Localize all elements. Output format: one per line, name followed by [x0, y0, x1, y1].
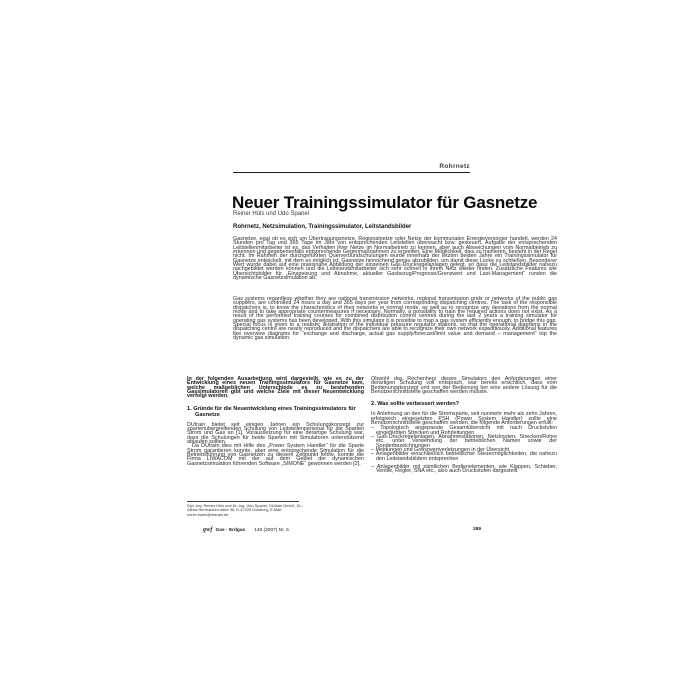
section-1-paragraph-1: DUtrain bietet seit einigen Jahren ein Schulungskonzept zur spartenübergreifenden Schulung von Leitstellenpersonal für die Sparten Strom und Gas an [1]. Voraussetzung für eine derartige Schulung war, dass die Schulungen für beide Sparten mit Simulatoren unterstützend ablaufen sollten. [187, 421, 364, 445]
section-1-paragraph-3: Obwohl das Rechenherz dieses Simulators den Anforderungen einer derartigen Schulung voll entsprach, war bereits ersichtlich, dass vom Bedienungskonzept und von der Bedienung her eine andere Lösung für die Benutzerschnittstelle geschaffen werden musste. [371, 376, 557, 396]
journal-issue: 148 (2007) Nr. 5 [254, 528, 289, 533]
journal-logo: gwf [203, 527, 213, 533]
abstract-english: Gas systems regardless whether they are national transmission networks, regional transmission grids or networks of the public gas suppliers, are controlled 24 hours a day and 365 days per year from corresponding dispatching centres. The task of the responsible dispatchers is, to know the characteristics of their networks in normal mode, as well as to recognize any deviations from the normal mode and to take appropriate countermeasures if necessary. Normally, a possibility to train the required actions does not exist. As a result of the performed training courses for combined distribution control centres during the last 2 years a training simulator for operating gas systems has been developed. With this simulator it is possible to map a gas system efficiently enough, to bridge this gap. Special focus is given to a realistic illustration of the individual pressure regulator stations, so that the operational diagrams in the dispatching centre are nearly reproduced and the dispatchers are able to recognize their own network expeditiously. Additional features like overview diagrams for “exchange and discharge, actual gas supply/forecast/limit value and demand – management” top the dynamic gas simulation. [233, 296, 557, 342]
footnote-rule [187, 501, 299, 502]
author-footnote: Dipl.-Ing. Reiner Hüls und Dr.-Ing. Udo Spanel, DUtrain GmbH, Dr.-Alfred-Herrhausen-Allee 36, D-47228 Duisburg, E-Mail: reiner.huels@dutrain.de [187, 503, 303, 517]
list-item: – Gas-Druckregelanlagen, Abnahmestationen, Netzknoten, Strecken/Rohre etc. unter Verwendung der betrieblichen Namen sowie der Sonderbezeichnungen [371, 434, 557, 449]
article-keywords: Rohrnetz, Netzsimulation, Trainingssimulator, Leitstandsbilder [233, 224, 412, 230]
column-right [371, 377, 557, 474]
list-item: – Anlagenbilder mit sämtlichen Bedienelementen, wie Klappen, Schieber, Ventile, Regler, SNA etc., also auch Druckstufen dargestellt [371, 464, 557, 475]
article-authors: Reiner Hüls und Udo Spanel [233, 211, 310, 217]
journal-footer [203, 527, 289, 533]
header-rule [233, 172, 470, 173]
list-item: – Anlagenbilder einschließlich betrieblicher Steuermöglichkeiten, die nahezu den Leitstandsbildern entsprechen [371, 451, 557, 462]
list-item: – Topologisch angepasste Gesamtübersicht mit nach Druckstufen eingefärbten Strecken und Rohrleitungen [371, 425, 557, 436]
requirements-list [371, 426, 557, 473]
section-1-heading: 1. Gründe für die Neuentwicklung eines Trainingssimulators für Gasnetze [187, 405, 356, 418]
category-label: Rohrnetz [439, 163, 470, 170]
list-item: – Meldungen und Grenzwertverletzungen in der Übersicht [371, 447, 510, 454]
section-1-paragraph-2: Da DUtrain dies mit Hilfe des „Power System Handler“ für die Sparte Strom garantieren konnte, aber eine entsprechende Simulation für die Betriebsführung von Gasnetzen zu diesem Zeitpunkt fehlte, konnte die Firma LIWACOM mit der auf dem Gebiet der dynamischen Gasnetzsimulation führenden Software „SIMONE“ gewonnen werden [2]. [187, 443, 364, 467]
lead-paragraph: In der folgenden Ausarbeitung wird dargestellt, wie es zu der Entwicklung eines neuen Trainingssimulators für Gasnetze kam, welche maßgeblichen Unterschiede es zu bestehenden Gassimulatoren gibt und welche Ziele mit dieser Neuentwicklung verfolgt werden. [187, 376, 364, 400]
article-title: Neuer Trainingssimulator für Gasnetze [232, 193, 538, 213]
journal-name: Gas · Erdgas [215, 528, 246, 533]
section-2-paragraph-1: In Anlehnung an den für die Stromsparte, seit nunmehr mehr als zehn Jahren, erfolgreich eingesetzten PSH (Power System Handler) sollte eine Benutzerschnittstelle geschaffen werden, die folgende Anforderungen erfüllt: [371, 411, 557, 426]
page-number: 289 [472, 527, 481, 532]
section-2-heading: 2. Was sollte verbessert werden? [371, 401, 460, 408]
column-left [187, 377, 364, 466]
abstract-german: Gasnetze, egal ob es sich um Übertragungsnetze, Regionalnetze oder Netze der kommunalen Energieversorger handelt, werden 24 Stunden pro Tag und 365 Tage im Jahr von entsprechenden Leitstellen überwacht bzw. gesteuert. Aufgabe der entsprechenden Leitstellenmitarbeiter ist es, das Verhalten ihrer Netze im Normalbetrieb zu kennen, aber auch Abweichungen vom Normalbetrieb zu erkennen und gegebenenfalls entsprechende Gegenmaßnahmen zu ergreifen. Eine Möglichkeit, dies zu trainieren, besteht in der Regel nicht. Im Rahmen der durchgeführten Querverbundschulungen wurde innerhalb der letzten beiden Jahre ein Trainingssimulator für Gasnetze entwickelt, mit dem es möglich ist, Gasnetze hinreichend genau abzubilden, um damit diese Lücke zu schließen. Besonderer Wert wurde dabei auf eine praxisnahe Abbildung der einzelnen Gas-Druckregelanlagen gelegt, so dass die Leitstandsbilder nahezu nachgebildet werden können und die Leitstandsmitarbeiter sich sehr schnell in ihrem Netz wieder finden. Zusätzliche Features wie Übersichtsbilder für „Einspeisung und Abnahme, aktueller Gasbezug/Prognose/Grenzwert und Last-Management“ runden die dynamische Gasnetzsimulation ab. [233, 236, 557, 282]
